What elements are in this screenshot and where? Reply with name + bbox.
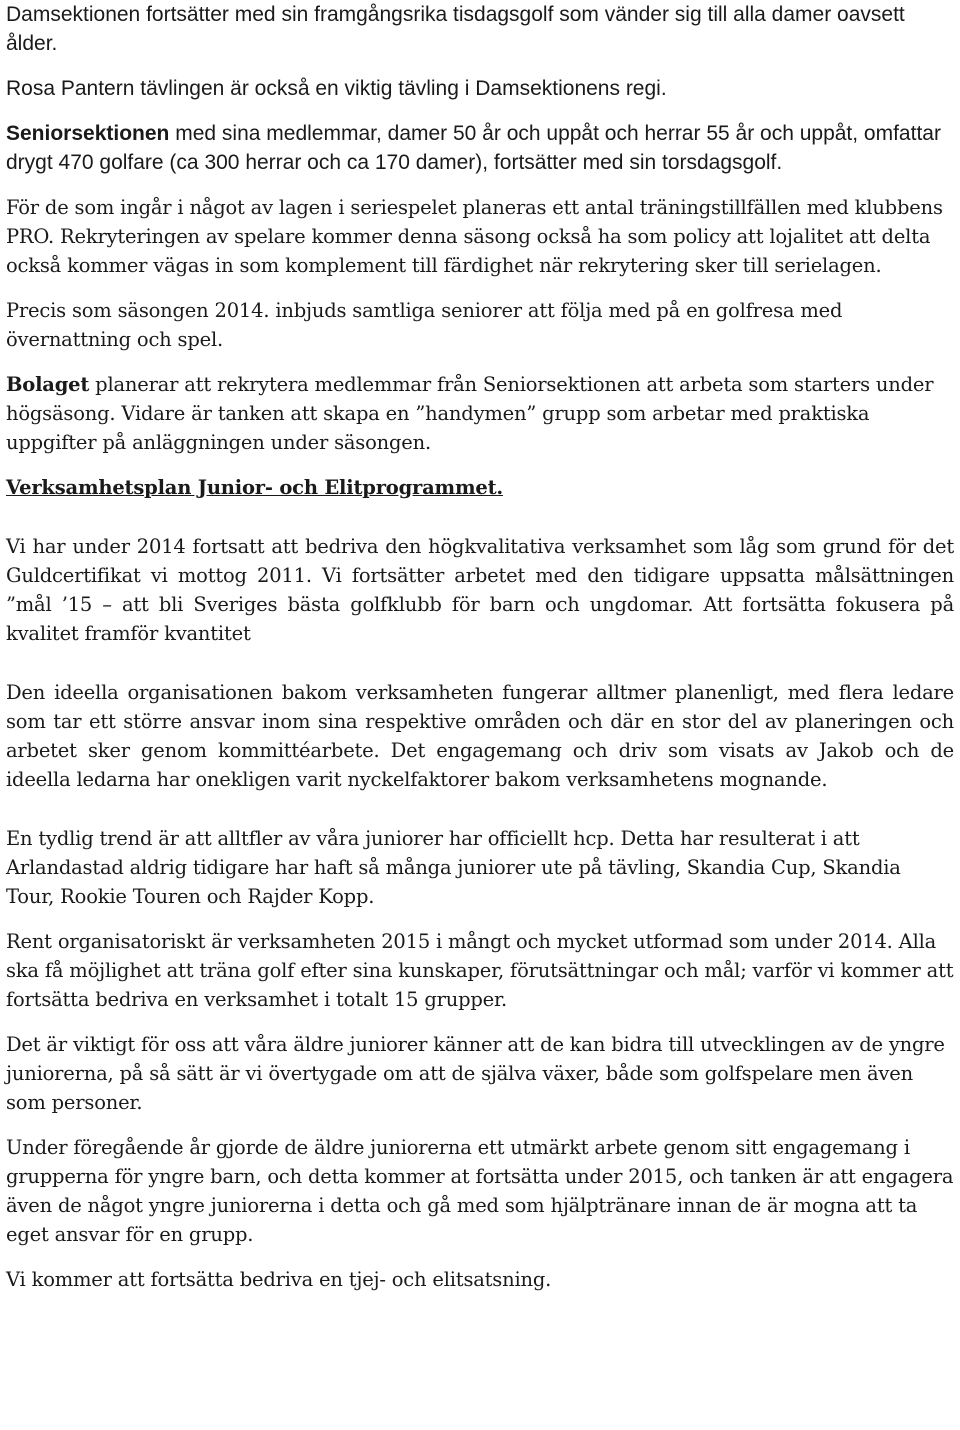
- paragraph-seniorsektionen: [6, 119, 954, 177]
- paragraph-tydlig-trend: En tydlig trend är att alltfler av våra juniorer har officiellt hcp. Detta har resulterat i att Arlandastad aldrig tidigare har haft så många juniorer ute på tävling, Skandia Cup, Skandia Tour, Rookie Touren och Rajder Kopp.: [6, 827, 901, 908]
- paragraph-organisatoriskt: Rent organisatoriskt är verksamheten 2015 i mångt och mycket utformad som under 2014. Alla ska få möjlighet att träna golf efter sina kunskaper, förutsättningar och mål; varför vi kommer att fortsätta bedriva en verksamhet i totalt 15 grupper.: [6, 930, 954, 1011]
- seniorsektionen-text: med sina medlemmar, damer 50 år och uppåt och herrar 55 år och uppåt, omfattar drygt 470 golfare (ca 300 herrar och ca 170 damer), fortsätter med sin torsdagsgolf.: [6, 122, 941, 174]
- paragraph-rosa-pantern: Rosa Pantern tävlingen är också en viktig tävling i Damsektionens regi.: [6, 77, 667, 100]
- document-page: [6, 0, 954, 1294]
- paragraph-golfresa: Precis som säsongen 2014. inbjuds samtliga seniorer att följa med på en golfresa med övernattning och spel.: [6, 299, 843, 351]
- paragraph-tjej-elitsatsning: Vi kommer att fortsätta bedriva en tjej- och elitsatsning.: [6, 1268, 552, 1291]
- paragraph-foregaende-ar: Under föregående år gjorde de äldre juniorerna ett utmärkt arbete genom sitt engagemang i grupperna för yngre barn, och detta kommer at fortsätta under 2015, och tanken är att engagera även de något yngre juniorerna i detta och gå med som hjälptränare innan de är mogna att ta eget ansvar för en grupp.: [6, 1136, 954, 1246]
- paragraph-seriespelet: För de som ingår i något av lagen i seriespelet planeras ett antal träningstillfällen med klubbens PRO. Rekryteringen av spelare kommer denna säsong också ha som policy att lojalitet att delta också kommer vägas in som komplement till färdighet när rekrytering sker till serielagen.: [6, 196, 943, 277]
- paragraph-aldre-juniorer: Det är viktigt för oss att våra äldre juniorer känner att de kan bidra till utvecklingen av de yngre juniorerna, på så sätt är vi övertygade om att de själva växer, både som golfspelare men även som personer.: [6, 1033, 945, 1114]
- section-heading-junior-elit: Verksamhetsplan Junior- och Elitprogrammet.: [6, 476, 504, 499]
- paragraph-ideella-organisationen: Den ideella organisationen bakom verksamheten fungerar alltmer planenligt, med flera ledare som tar ett större ansvar inom sina respektive områden och där en stor del av planeringen och arbetet sker genom kommittéarbete. Det engagemang och driv som visats av Jakob och de ideella ledarna har onekligen varit nyckelfaktorer bakom verksamhetens mognande.: [6, 681, 954, 791]
- paragraph-guldcertifikat: Vi har under 2014 fortsatt att bedriva den högkvalitativa verksamhet som låg som grund för det Guldcertifikat vi mottog 2011. Vi fortsätter arbetet med den tidigare uppsatta målsättningen ”mål ’15 – att bli Sveriges bästa golfklubb för barn och ungdomar. Att fortsätta fokusera på kvalitet framför kvantitet: [6, 535, 954, 645]
- paragraph-bolaget: [6, 370, 954, 457]
- paragraph-damsektionen: Damsektionen fortsätter med sin framgångsrika tisdagsgolf som vänder sig till alla damer oavsett ålder.: [6, 3, 905, 55]
- seniorsektionen-label: Seniorsektionen: [6, 122, 170, 145]
- bolaget-text: planerar att rekrytera medlemmar från Seniorsektionen att arbeta som starters under högsäsong. Vidare är tanken att skapa en ”handymen” grupp som arbetar med praktiska uppgifter på anläggningen under säsongen.: [6, 373, 934, 454]
- bolaget-label: Bolaget: [6, 373, 90, 396]
